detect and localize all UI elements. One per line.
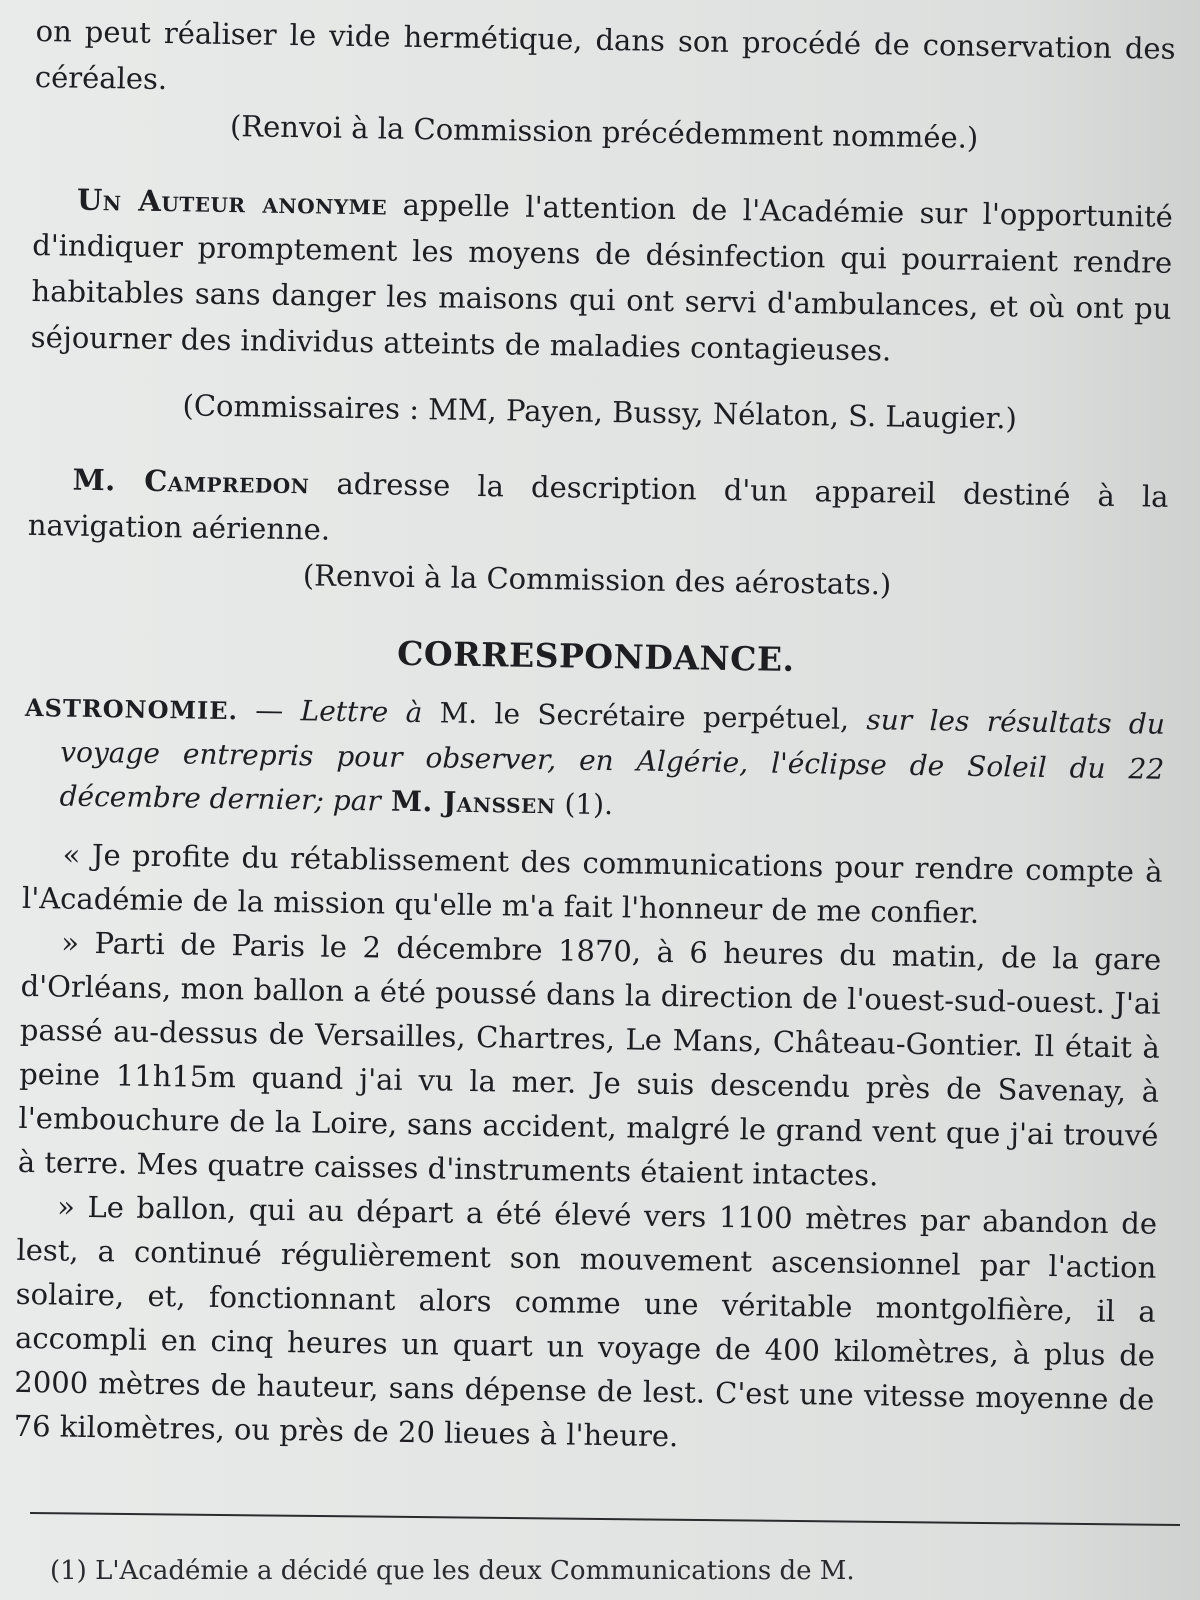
paragraph-campredon	[28, 456, 1169, 566]
footnote: (1) L'Académie a décidé que les deux Communications de M.	[50, 1556, 855, 1586]
subject-footnote-ref: (1).	[555, 787, 614, 822]
footnote-rule	[30, 1512, 1180, 1526]
referral-note-aerostats: (Renvoi à la Commission des aérostats.)	[302, 558, 892, 602]
section-heading: CORRESPONDANCE.	[396, 633, 795, 679]
subject-italic-2: sur les résultats du voyage entrepris pour observer, en Algérie, l'éclipse de Soleil du 22 décembre dernier; par	[59, 703, 1166, 818]
subject-label: ASTRONOMIE.	[24, 692, 239, 726]
campredon-name: M. Campredon	[72, 462, 310, 501]
letter-paragraph-2: » Parti de Paris le 2 décembre 1870, à 6 heures du matin, de la gare d'Orléans, mon ballon a été poussé dans la direction de l'ouest-sud-ouest. J'ai passé au-dessus de Versailles, Chartres, Le Mans, Château-Gontier. Il était à peine 11h15m quand j'ai vu la mer. Je suis descendu près de Savenay, à l'embouchure de la Loire, sans accident, malgré le grand vent que j'ai trouvé à terre. Mes quatre caisses d'instruments étaient intactes.	[17, 925, 1162, 1193]
subject-italic-1: Lettre à	[300, 694, 423, 730]
paragraph-conservation-text: on peut réaliser le vide hermétique, dans son procédé de conservation des céréales.	[34, 13, 1176, 97]
letter-paragraph-3: » Le ballon, qui au départ a été élevé vers 1100 mètres par abandon de lest, a continué régulièrement son mouvement ascensionnel par l'action solaire, et, fonctionnant alors comme une véritable montgolfière, il a accompli en cinq heures un quart un voyage de 400 kilomètres, à plus de 2000 mètres de hauteur, sans dépense de lest. C'est une vitesse moyenne de 76 kilomètres, ou près de 20 lieues à l'heure.	[13, 1189, 1158, 1454]
referral-note-1: (Renvoi à la Commission précédemment nommée.)	[229, 109, 979, 155]
subject-author: M. Janssen	[380, 784, 556, 821]
campredon-text: adresse la description d'un appareil destiné à la navigation aérienne.	[27, 466, 1169, 547]
subject-entry	[23, 685, 1165, 836]
letter-paragraph-1: « Je profite du rétablissement des communications pour rendre compte à l'Académie de la mission qu'elle m'a fait l'honneur de me confier.	[21, 837, 1163, 930]
paragraph-anonymous-author	[30, 176, 1173, 378]
anonymous-author-name: Un Auteur anonyme	[76, 182, 388, 222]
commissioners-note: (Commissaires : MM, Payen, Bussy, Nélaton, S. Laugier.)	[182, 388, 1018, 436]
paragraph-conservation	[35, 8, 1176, 118]
subject-dash: —	[237, 693, 301, 728]
anonymous-author-text: appelle l'attention de l'Académie sur l'opportunité d'indiquer promptement les moyens de désinfection qui pourraient rendre habitables sans danger les maisons qui ont servi d'ambulances, et où ont pu séjourner des individus atteints de maladies contagieuses.	[30, 187, 1174, 368]
text-column	[13, 8, 1175, 1466]
subject-roman-1: M. le Secrétaire perpétuel,	[422, 696, 867, 737]
letter-body	[13, 832, 1163, 1466]
